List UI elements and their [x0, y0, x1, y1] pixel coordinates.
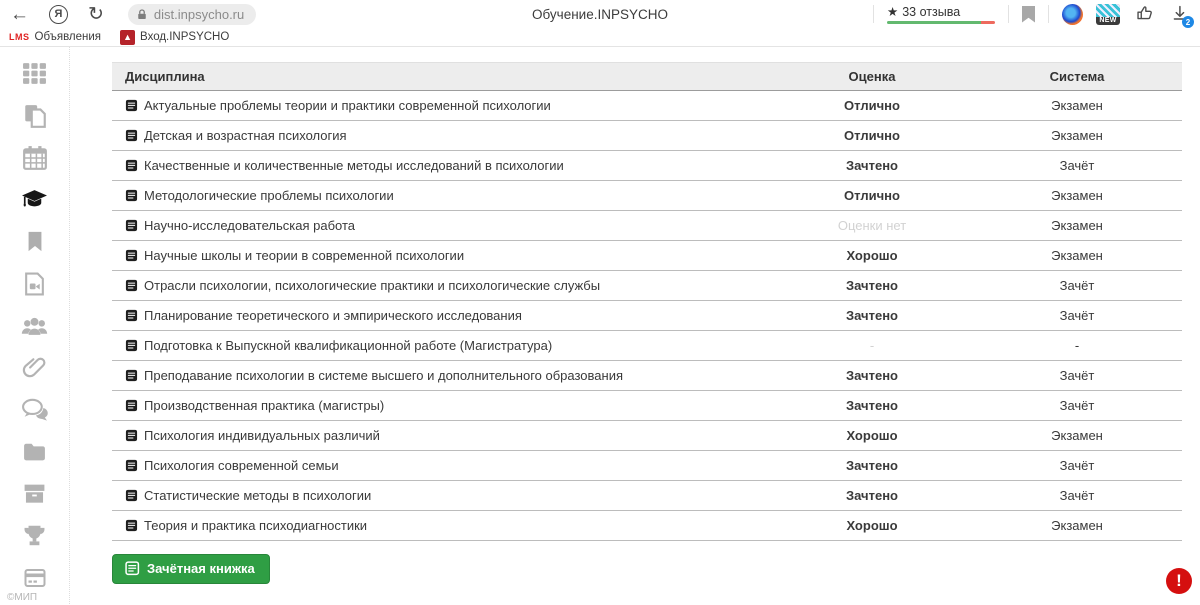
grade-cell: Хорошо	[772, 241, 972, 271]
alert-glyph: !	[1176, 571, 1182, 590]
discipline-cell	[112, 511, 772, 541]
grade-cell: Зачтено	[772, 481, 972, 511]
table-row[interactable]	[112, 151, 1182, 181]
discipline-name: Преподавание психологии в системе высшего и дополнительного образования	[144, 368, 623, 383]
system-cell: Зачёт	[972, 151, 1182, 181]
discipline-cell	[112, 301, 772, 331]
grade-cell: Зачтено	[772, 151, 972, 181]
collections-thumb-icon[interactable]	[1133, 3, 1155, 25]
grade-cell: Отлично	[772, 121, 972, 151]
alert-exclamation-icon[interactable]	[1166, 568, 1192, 594]
video-file-icon[interactable]	[21, 270, 48, 297]
bookmark-announcements[interactable]	[9, 31, 101, 43]
book-icon	[125, 369, 138, 382]
discipline-name: Научно-исследовательская работа	[144, 218, 356, 233]
table-row[interactable]	[112, 511, 1182, 541]
table-row[interactable]	[112, 91, 1182, 121]
system-cell: -	[972, 331, 1182, 361]
discipline-cell	[112, 271, 772, 301]
discipline-name: Детская и возрастная психология	[144, 128, 347, 143]
site-reviews[interactable]	[887, 4, 995, 24]
header-discipline: Дисциплина	[112, 63, 772, 91]
discipline-name: Научные школы и теории в современной психологии	[144, 248, 465, 263]
system-cell: Экзамен	[972, 91, 1182, 121]
discipline-cell	[112, 331, 772, 361]
table-row[interactable]	[112, 331, 1182, 361]
book-icon	[125, 561, 140, 576]
discipline-name: Планирование теоретического и эмпирического исследования	[144, 308, 522, 323]
system-cell: Зачёт	[972, 271, 1182, 301]
gradebook-button[interactable]	[112, 554, 270, 584]
toolbar-separator	[1048, 5, 1049, 23]
discipline-name: Подготовка к Выпускной квалификационной работе (Магистратура)	[144, 338, 553, 353]
grades-table	[112, 62, 1182, 541]
book-icon	[125, 459, 138, 472]
url-text: dist.inpsycho.ru	[153, 6, 245, 22]
star-icon: ★	[887, 5, 899, 19]
bookmark-label: Объявления	[34, 31, 102, 43]
grade-cell: Зачтено	[772, 301, 972, 331]
system-cell: Экзамен	[972, 181, 1182, 211]
address-bar[interactable]	[128, 4, 256, 25]
toolbar-separator	[1008, 5, 1009, 23]
discipline-cell	[112, 391, 772, 421]
trophy-icon[interactable]	[21, 522, 48, 549]
discipline-cell	[112, 241, 772, 271]
grade-cell: Оценки нет	[772, 211, 972, 241]
download-count-badge: 2	[1182, 16, 1194, 28]
book-icon	[125, 249, 138, 262]
table-row[interactable]	[112, 391, 1182, 421]
card-icon[interactable]	[21, 564, 48, 591]
app-sidebar	[0, 47, 70, 604]
system-cell: Зачёт	[972, 391, 1182, 421]
grade-cell: Зачтено	[772, 451, 972, 481]
discipline-name: Методологические проблемы психологии	[144, 188, 394, 203]
discipline-name: Качественные и количественные методы исследований в психологии	[144, 158, 564, 173]
table-header-row	[112, 63, 1182, 91]
system-cell: Зачёт	[972, 301, 1182, 331]
paperclip-icon[interactable]	[21, 354, 48, 381]
table-row[interactable]	[112, 421, 1182, 451]
grade-cell: Хорошо	[772, 421, 972, 451]
book-icon	[125, 399, 138, 412]
book-icon	[125, 309, 138, 322]
discipline-cell	[112, 421, 772, 451]
table-row[interactable]	[112, 121, 1182, 151]
discipline-name: Теория и практика психодиагностики	[144, 518, 368, 533]
discipline-name: Производственная практика (магистры)	[144, 398, 385, 413]
table-row[interactable]	[112, 361, 1182, 391]
rating-bar	[887, 21, 995, 24]
page-title: Обучение.INPSYCHO	[532, 6, 668, 22]
table-row[interactable]	[112, 271, 1182, 301]
reviews-count: 33 отзыва	[902, 4, 961, 19]
book-icon	[125, 279, 138, 292]
header-grade: Оценка	[772, 63, 972, 91]
grade-cell: -	[772, 331, 972, 361]
yandex-search-icon[interactable]: Я	[49, 5, 68, 24]
discipline-cell	[112, 121, 772, 151]
system-cell: Экзамен	[972, 121, 1182, 151]
pages-icon[interactable]	[21, 102, 48, 129]
bookmarks-bar	[0, 28, 1200, 47]
discipline-name: Отрасли психологии, психологические практики и психологические службы	[144, 278, 601, 293]
grid-icon[interactable]	[21, 60, 48, 87]
book-icon	[125, 519, 138, 532]
system-cell: Экзамен	[972, 241, 1182, 271]
table-row[interactable]	[112, 241, 1182, 271]
new-badge: NEW	[1099, 16, 1117, 24]
grade-cell: Отлично	[772, 181, 972, 211]
system-cell: Зачёт	[972, 361, 1182, 391]
bookmark-login-inpsycho[interactable]	[120, 30, 229, 45]
table-row[interactable]	[112, 481, 1182, 511]
table-row[interactable]	[112, 451, 1182, 481]
book-icon	[125, 99, 138, 112]
discipline-cell	[112, 481, 772, 511]
bookmark-icon[interactable]	[21, 228, 48, 255]
browser-toolbar	[0, 0, 1200, 28]
discipline-name: Психология индивидуальных различий	[144, 428, 380, 443]
discipline-name: Статистические методы в психологии	[144, 488, 372, 503]
book-icon	[125, 489, 138, 502]
main-panel	[70, 47, 1200, 604]
book-icon	[125, 189, 138, 202]
book-icon	[125, 129, 138, 142]
graduation-cap-icon[interactable]	[21, 186, 48, 213]
bookmark-label: Вход.INPSYCHO	[140, 31, 230, 43]
calendar-icon[interactable]	[21, 144, 48, 171]
users-icon[interactable]	[21, 312, 48, 339]
extension-sphere-icon[interactable]	[1062, 4, 1083, 25]
header-system: Система	[972, 63, 1182, 91]
mip-favicon: ▲	[120, 30, 135, 45]
table-row[interactable]	[112, 181, 1182, 211]
back-icon[interactable]: ←	[10, 3, 29, 25]
discipline-cell	[112, 151, 772, 181]
grade-cell: Зачтено	[772, 271, 972, 301]
lms-favicon: LMS	[9, 32, 30, 42]
discipline-name: Психология современной семьи	[144, 458, 339, 473]
discipline-name: Актуальные проблемы теории и практики современной психологии	[144, 98, 551, 113]
grade-cell: Хорошо	[772, 511, 972, 541]
system-cell: Зачёт	[972, 451, 1182, 481]
book-icon	[125, 219, 138, 232]
archive-box-icon[interactable]	[21, 480, 48, 507]
discipline-cell	[112, 181, 772, 211]
lock-icon	[136, 8, 148, 21]
chat-icon[interactable]	[21, 396, 48, 423]
system-cell: Экзамен	[972, 511, 1182, 541]
grade-cell: Отлично	[772, 91, 972, 121]
bookmark-flag-icon[interactable]	[1022, 6, 1035, 23]
discipline-cell	[112, 361, 772, 391]
table-row[interactable]	[112, 211, 1182, 241]
discipline-cell	[112, 91, 772, 121]
book-icon	[125, 159, 138, 172]
reload-icon[interactable]: ↻	[88, 3, 104, 25]
system-cell: Экзамен	[972, 211, 1182, 241]
system-cell: Экзамен	[972, 421, 1182, 451]
discipline-cell	[112, 211, 772, 241]
grade-cell: Зачтено	[772, 391, 972, 421]
folder-icon[interactable]	[21, 438, 48, 465]
downloads-icon[interactable]	[1168, 3, 1190, 25]
system-cell: Зачёт	[972, 481, 1182, 511]
discipline-cell	[112, 451, 772, 481]
book-icon	[125, 429, 138, 442]
grade-cell: Зачтено	[772, 361, 972, 391]
grades-table-body	[112, 91, 1182, 541]
new-feature-icon[interactable]	[1096, 4, 1120, 25]
book-icon	[125, 339, 138, 352]
toolbar-separator	[873, 5, 874, 23]
copyright-label: ©МИП	[7, 592, 38, 603]
table-row[interactable]	[112, 301, 1182, 331]
gradebook-button-label: Зачётная книжка	[147, 561, 255, 576]
